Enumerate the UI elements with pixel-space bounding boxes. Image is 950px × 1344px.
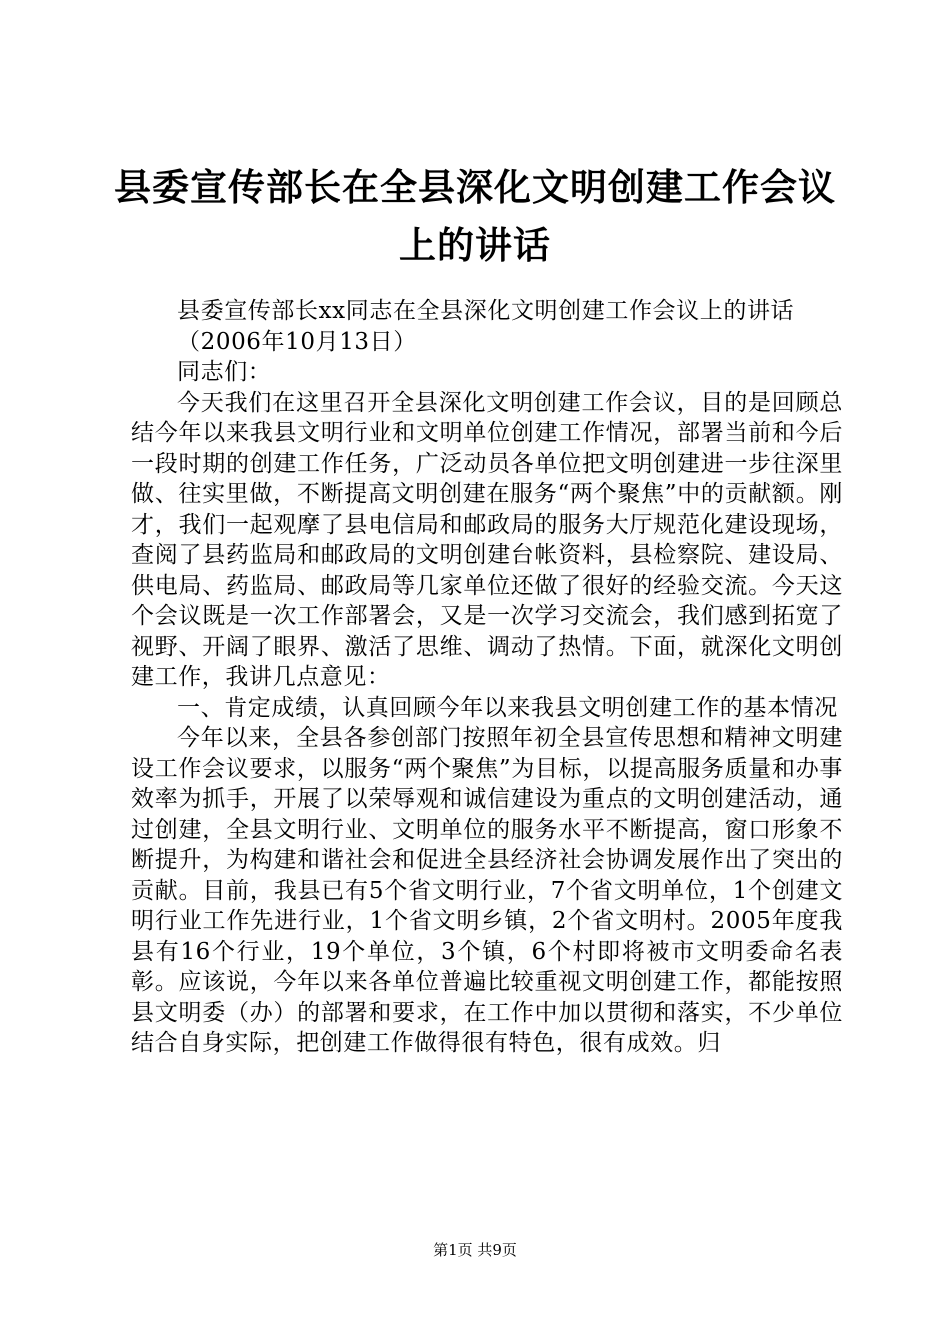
document-body <box>131 296 843 1059</box>
subtitle-paragraph: 县委宣传部长xx同志在全县深化文明创建工作会议上的讲话 <box>177 298 795 324</box>
body-paragraph: 今天我们在这里召开全县深化文明创建工作会议，目的是回顾总结今年以来我县文明行业和文明单位创建工作情况，部署当前和今后一段时期的创建工作任务，广泛动员各单位把文明创建进一步往深里做、往实里做，不断提高文明创建在服务“两个聚焦”中的贡献额。刚才，我们一起观摩了县电信局和邮政局的服务大厅规范化建设现场，查阅了县药监局和邮政局的文明创建台帐资料，县检察院、建设局、供电局、药监局、邮政局等几家单位还做了很好的经验交流。今天这个会议既是一次工作部署会，又是一次学习交流会，我们感到拓宽了视野、开阔了眼界、激活了思维、调动了热情。下面，就深化文明创建工作，我讲几点意见： <box>131 389 843 690</box>
body-paragraph: 今年以来，全县各参创部门按照年初全县宣传思想和精神文明建设工作会议要求，以服务“两个聚焦”为目标，以提高服务质量和办事效率为抓手，开展了以荣辱观和诚信建设为重点的文明创建活动，通过创建，全县文明行业、文明单位的服务水平不断提高，窗口形象不断提升，为构建和谐社会和促进全县经济社会协调发展作出了突出的贡献。目前，我县已有5个省文明行业，7个省文明单位，1个创建文明行业工作先进行业，1个省文明乡镇，2个省文明村。2005年度我县有16个行业，19个单位，3个镇，6个村即将被市文明委命名表彰。应该说，今年以来各单位普遍比较重视文明创建工作，都能按照县文明委（办）的部署和要求，在工作中加以贯彻和落实，不少单位结合自身实际，把创建工作做得很有特色，很有成效。归 <box>131 725 843 1056</box>
salutation-paragraph: 同志们： <box>177 359 272 385</box>
date-paragraph: （2006年10月13日） <box>177 328 417 355</box>
document-title: 县委宣传部长在全县深化文明创建工作会议上的讲话 <box>114 165 836 267</box>
section-heading: 一、肯定成绩，认真回顾今年以来我县文明创建工作的基本情况 <box>177 694 838 721</box>
page-footer: 第1页 共9页 <box>433 1241 517 1259</box>
